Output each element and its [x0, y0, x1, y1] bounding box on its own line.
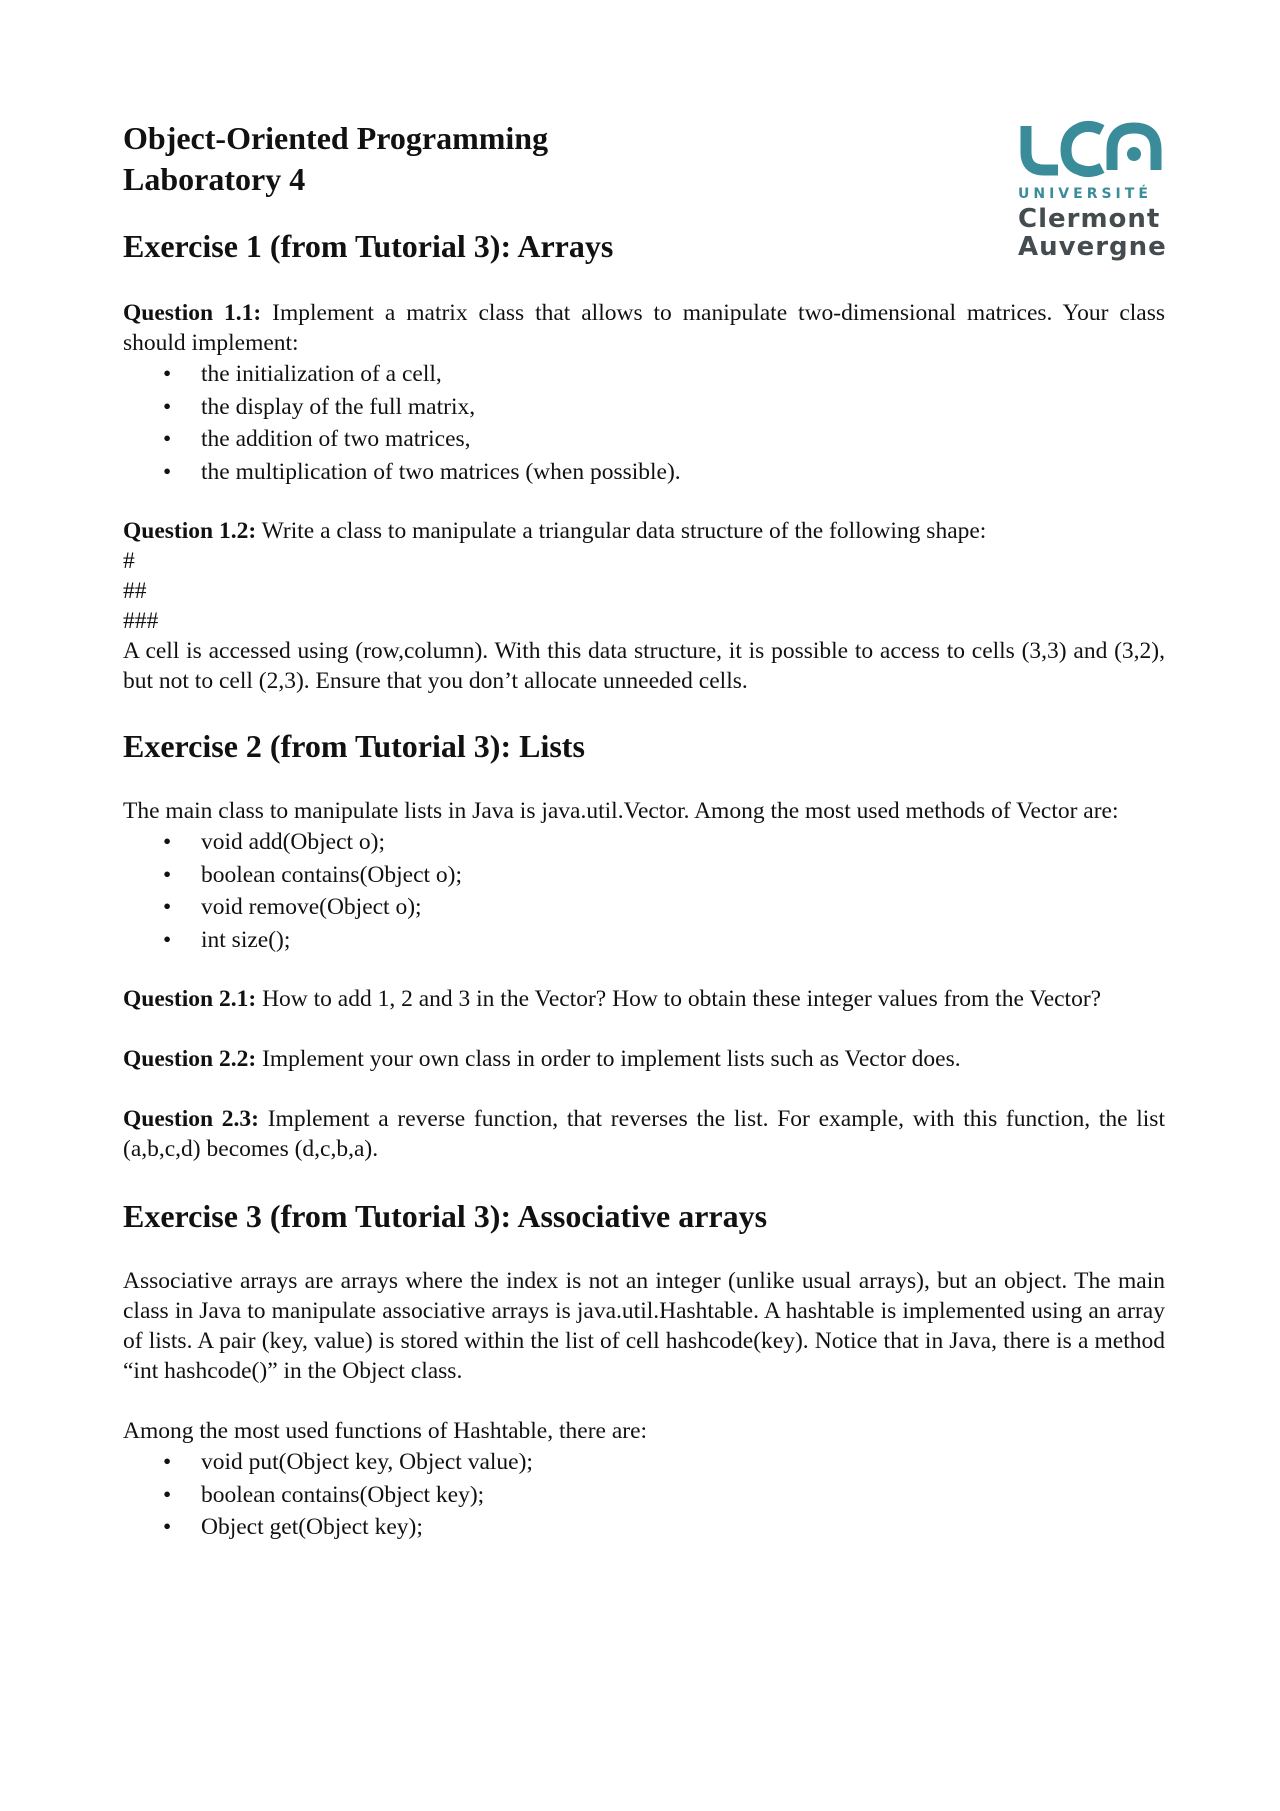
question-1-2-text: Write a class to manipulate a triangular data structure of the following shape: [256, 518, 987, 544]
list-item: • void put(Object key, Object value); [123, 1446, 1165, 1479]
bullet-icon: • [163, 894, 172, 920]
question-1-2-explanation: A cell is accessed using (row,column). With this data structure, it is possible to access to cells (3,3) and (3,2), but not to cell (2,3). Ensure that you don’t allocate unneeded cells. [123, 638, 1165, 694]
question-2-3-label: Question 2.3: [123, 1106, 260, 1132]
question-1-2-label: Question 1.2: [123, 518, 257, 544]
question-1-1-label: Question 1.1: [123, 300, 262, 326]
exercise-2-heading: Exercise 2 (from Tutorial 3): Lists [123, 728, 585, 764]
question-2-3-text: Implement a reverse function, that reverses the list. For example, with this function, the list (a,b,c,d) becomes (d,c,b,a). [123, 1106, 1165, 1162]
vector-methods-list [123, 826, 1165, 956]
title-course: Object-Oriented Programming [123, 120, 549, 156]
question-2-2 [123, 1044, 1165, 1074]
list-item: • void add(Object o); [123, 826, 1165, 859]
exercise-2-intro: The main class to manipulate lists in Java is java.util.Vector. Among the most used methods of Vector are: [123, 798, 1119, 824]
list-item: • void remove(Object o); [123, 891, 1165, 924]
document-title [123, 118, 1165, 200]
list-item: • the initialization of a cell, [123, 358, 1165, 391]
hashtable-functions-list [123, 1446, 1165, 1544]
triangle-row-1: # [123, 548, 135, 574]
bullet-icon: • [163, 861, 172, 888]
bullet-icon: • [163, 1481, 172, 1508]
bullet-icon: • [163, 426, 172, 452]
bullet-icon: • [163, 393, 172, 420]
document-page [123, 118, 1165, 1544]
hashtable-functions-intro: Among the most used functions of Hashtable, there are: [123, 1418, 648, 1444]
list-item: • the multiplication of two matrices (when possible). [123, 456, 1165, 489]
triangle-row-3: ### [123, 608, 159, 634]
bullet-icon: • [163, 829, 172, 855]
list-item: • int size(); [123, 924, 1165, 957]
logo-auvergne-text: Auvergne [1018, 232, 1167, 262]
logo-clermont-text: Clermont [1018, 204, 1161, 234]
question-2-1-text: How to add 1, 2 and 3 in the Vector? How to obtain these integer values from the Vector? [256, 986, 1102, 1012]
list-item: • the addition of two matrices, [123, 423, 1165, 456]
question-1-1 [123, 298, 1165, 358]
exercise-3-intro: Associative arrays are arrays where the index is not an integer (unlike usual arrays), but an object. The main class in Java to manipulate associative arrays is java.util.Hashtable. A hashtable is implemented using an array of lists. A pair (key, value) is stored within the list of cell hashcode(key). Notice that in Java, there is a method “int hashcode()” in the Object class. [123, 1268, 1165, 1384]
question-1-2 [123, 516, 1165, 546]
bullet-icon: • [163, 1514, 172, 1540]
question-2-2-text: Implement your own class in order to implement lists such as Vector does. [256, 1046, 961, 1072]
list-item: • the display of the full matrix, [123, 391, 1165, 424]
logo-university-text: UNIVERSITÉ [1018, 186, 1152, 202]
question-1-1-text: Implement a matrix class that allows to manipulate two-dimensional matrices. Your class should implement: [123, 300, 1165, 356]
question-2-1-label: Question 2.1: [123, 986, 257, 1012]
question-2-3 [123, 1104, 1165, 1164]
list-item: • boolean contains(Object key); [123, 1479, 1165, 1512]
bullet-icon: • [163, 458, 172, 485]
exercise-1-heading: Exercise 1 (from Tutorial 3): Arrays [123, 228, 614, 264]
question-2-2-label: Question 2.2: [123, 1046, 257, 1072]
bullet-icon: • [163, 361, 172, 387]
question-1-1-bullets [123, 358, 1165, 488]
bullet-icon: • [163, 1449, 172, 1475]
list-item: • Object get(Object key); [123, 1511, 1165, 1544]
question-2-1 [123, 984, 1165, 1014]
title-lab: Laboratory 4 [123, 161, 306, 197]
triangle-row-2: ## [123, 578, 147, 604]
exercise-3-heading: Exercise 3 (from Tutorial 3): Associative arrays [123, 1198, 768, 1234]
list-item: • boolean contains(Object o); [123, 859, 1165, 892]
bullet-icon: • [163, 926, 172, 953]
